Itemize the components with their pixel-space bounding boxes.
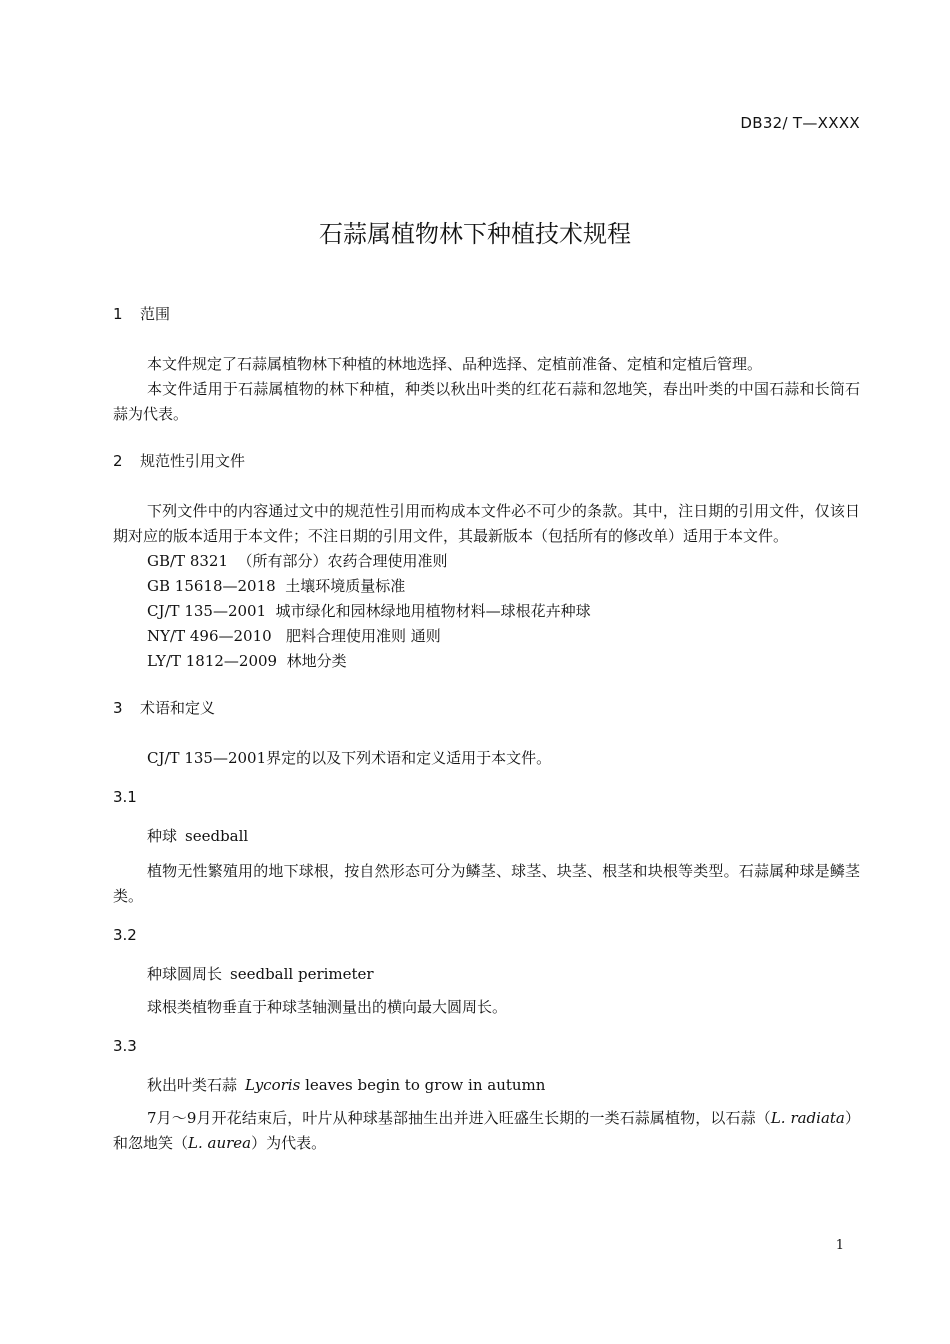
scope-paragraph-2: 本文件适用于石蒜属植物的林下种植，种类以秋出叶类的红花石蒜和忽地笑，春出叶类的中国石蒜和长筒石蒜为代表。 [113,380,860,423]
term-number: 3.2 [113,926,137,944]
scope-paragraph-1: 本文件规定了石蒜属植物林下种植的林地选择、品种选择、定植前准备、定植和定植后管理。 [147,355,763,373]
section-title: 术语和定义 [140,699,216,717]
term-en-genus: Lycoris [245,1076,301,1094]
reference-item: LY/T 1812—2009 林地分类 [147,652,347,670]
term-en [245,1076,545,1094]
definition-text: ）和忽地笑（ [113,1109,860,1152]
term-definition: 球根类植物垂直于种球茎轴测量出的横向最大圆周长。 [147,998,508,1016]
terms-intro-paragraph: CJ/T 135—2001界定的以及下列术语和定义适用于本文件。 [147,749,552,767]
term-zh: 种球圆周长 [147,965,223,983]
references-intro-paragraph: 下列文件中的内容通过文中的规范性引用而构成本文件必不可少的条款。其中，注日期的引用文件，仅该日期对应的版本适用于本文件；不注日期的引用文件，其最新版本（包括所有的修改单）适用于本文件。 [113,502,860,545]
term-en: seedball [185,827,249,845]
reference-item: NY/T 496—2010 肥料合理使用准则 通则 [147,627,441,645]
section-number: 3 [113,699,123,717]
term-en-rest: leaves begin to grow in autumn [300,1076,546,1094]
reference-item: GB 15618—2018 土壤环境质量标准 [147,577,406,595]
term-number: 3.3 [113,1037,137,1055]
species-name: L. aurea [188,1134,252,1152]
section-heading-terms-definitions [113,698,860,718]
document-body [113,304,860,1156]
page-number: 1 [835,1238,844,1253]
species-name: L. radiata [770,1109,845,1127]
term-zh: 秋出叶类石蒜 [147,1076,238,1094]
reference-item: CJ/T 135—2001 城市绿化和园林绿地用植物材料—球根花卉种球 [147,602,591,620]
term-definition: 植物无性繁殖用的地下球根，按自然形态可分为鳞茎、球茎、块茎、根茎和块根等类型。石蒜属种球是鳞茎类。 [113,862,860,905]
section-number: 2 [113,452,123,470]
definition-text: 7月～9月开花结束后，叶片从种球基部抽生出并进入旺盛生长期的一类石蒜属植物，以石蒜（ [147,1109,771,1127]
definition-text: ）为代表。 [251,1134,327,1152]
section-number: 1 [113,305,123,323]
term-zh: 种球 [147,827,178,845]
section-heading-normative-references [113,451,860,471]
term-entry [113,825,860,847]
term-en: seedball perimeter [230,965,374,983]
section-title: 规范性引用文件 [140,452,246,470]
term-number: 3.1 [113,788,137,806]
section-heading-scope [113,304,860,324]
section-title: 范围 [140,305,171,323]
term-definition [113,1106,860,1156]
document-title: 石蒜属植物林下种植技术规程 [319,220,631,248]
document-number: DB32/ T—XXXX [740,114,860,132]
term-entry [113,963,860,985]
term-entry [113,1074,860,1096]
reference-item: GB/T 8321 （所有部分）农药合理使用准则 [147,552,448,570]
